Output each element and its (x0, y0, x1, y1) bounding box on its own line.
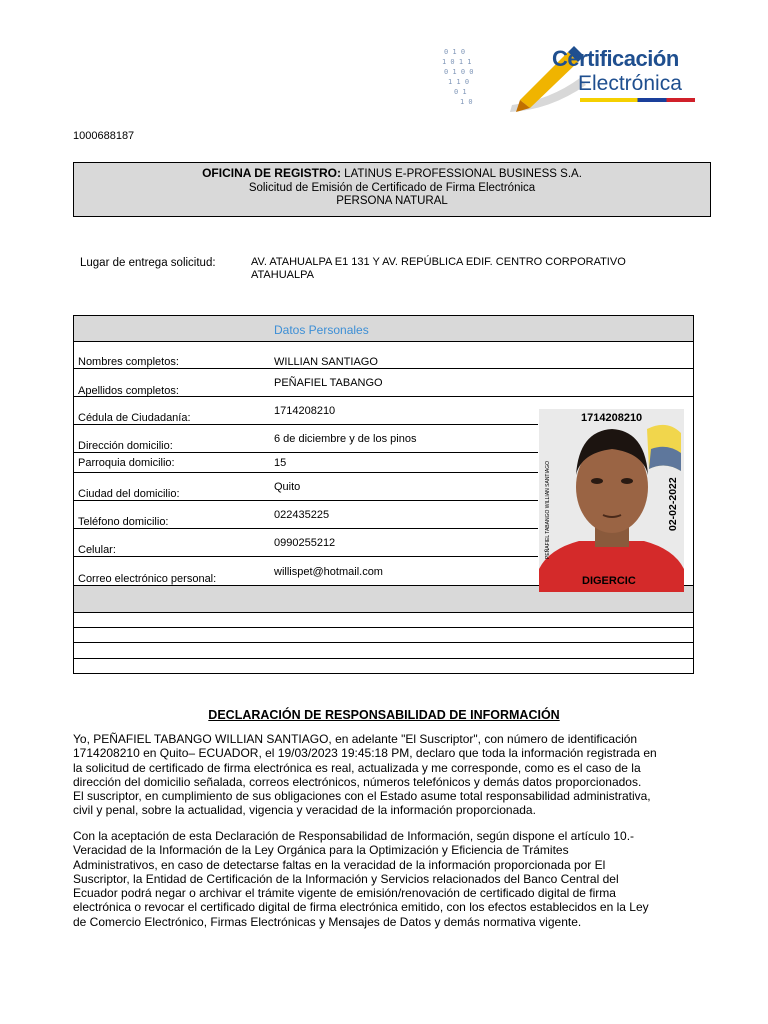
delivery-address-line1: AV. ATAHUALPA E1 131 Y AV. REPÚBLICA EDIF. CENTRO CORPORATIVO (251, 256, 626, 268)
field-value-names: WILLIAN SANTIAGO (274, 356, 378, 368)
field-label-address: Dirección domicilio: (78, 440, 173, 452)
row-divider (74, 472, 538, 473)
field-label-home-phone: Teléfono domicilio: (78, 516, 169, 528)
field-label-names: Nombres completos: (78, 356, 179, 368)
photo-date: 02-02-2022 (667, 477, 679, 531)
photo-vertical-name: PEÑAFIEL TABANGO WILLIAN SANTIAGO (545, 461, 551, 559)
office-line (74, 167, 710, 182)
field-value-parish: 15 (274, 457, 287, 469)
paragraph-line: Administrativos, en caso de detectarse faltas en la veracidad de la información proporcionada por El (73, 857, 606, 872)
logo-line1: Certificación (552, 46, 679, 71)
paragraph-line: 1714208210 en Quito– ECUADOR, el 19/03/2023 19:45:18 PM, declaro que toda la información registrada en (73, 746, 657, 761)
field-label-mobile: Celular: (78, 544, 116, 556)
paragraph-line: Con la aceptación de esta Declaración de Responsabilidad de Información, según dispone el artículo 10.- (73, 829, 635, 843)
svg-text:0 1 0 0: 0 1 0 0 (444, 68, 474, 76)
table-title-row (74, 316, 693, 341)
row-divider (74, 500, 538, 501)
paragraph-line: de Comercio Electrónico, Firmas Electrónicas y Mensajes de Datos y demás normativa vigente. (73, 914, 582, 929)
svg-text:1 1 0: 1 1 0 (448, 78, 470, 86)
row-divider (74, 642, 693, 643)
office-label: OFICINA DE REGISTRO: (202, 166, 341, 180)
document-number: 1000688187 (73, 130, 135, 142)
row-divider (74, 658, 693, 659)
svg-text:0 1: 0 1 (454, 88, 467, 96)
id-photo (539, 409, 684, 592)
row-divider (74, 341, 693, 342)
paragraph-line: civil y penal, sobre la actualidad, vigencia y veracidad de la información proporcionada. (73, 803, 536, 818)
paragraph-line: dirección del domicilio señalada, correos electrónicos, números telefónicos y demás datos proporcionados. (73, 774, 642, 789)
logo-flag-stripe (580, 98, 695, 102)
row-divider (74, 627, 693, 628)
row-divider (74, 424, 538, 425)
office-value: LATINUS E-PROFESSIONAL BUSINESS S.A. (344, 168, 582, 180)
logo-line2: Electrónica (578, 72, 682, 95)
delivery-address (251, 256, 626, 282)
row-divider (74, 396, 693, 397)
person-type: PERSONA NATURAL (336, 195, 448, 207)
field-label-id: Cédula de Ciudadanía: (78, 412, 191, 424)
field-label-city: Ciudad del domicilio: (78, 488, 180, 500)
row-divider (74, 528, 538, 529)
field-value-home-phone: 022435225 (274, 509, 330, 521)
field-value-email: willispet@hotmail.com (274, 566, 383, 578)
photo-id-number: 1714208210 (581, 412, 643, 424)
field-value-surnames: PEÑAFIEL TABANGO (274, 377, 383, 389)
field-value-city: Quito (274, 481, 301, 493)
paragraph-line: Veracidad de la Información de la Ley Orgánica para la Optimización y Eficiencia de Trámites (73, 843, 569, 858)
declaration-paragraph-2 (73, 829, 695, 929)
delivery-label: Lugar de entrega solicitud: (80, 257, 216, 269)
table-title: Datos Personales (274, 323, 369, 337)
delivery-address-line2: ATAHUALPA (251, 269, 314, 281)
field-label-parish: Parroquia domicilio: (78, 457, 175, 469)
field-label-email: Correo electrónico personal: (78, 573, 217, 585)
svg-text:1 0 1 1: 1 0 1 1 (442, 58, 472, 66)
declaration-title: DECLARACIÓN DE RESPONSABILIDAD DE INFORMACIÓN (208, 708, 560, 722)
svg-text:1 0: 1 0 (460, 98, 473, 106)
field-label-surnames: Apellidos completos: (78, 385, 179, 397)
paragraph-line: Ecuador podrá negar o archivar el trámite vigente de emisión/renovación de certificado digital de firma (73, 886, 616, 901)
request-type: Solicitud de Emisión de Certificado de Firma Electrónica (248, 181, 536, 194)
row-divider (74, 452, 538, 453)
paragraph-line: electrónica o revocar el certificado digital de firma electrónica emitido, con los efectos establecidos en la Ley (73, 900, 649, 915)
paragraph-line: El suscriptor, en cumplimiento de sus obligaciones con el Estado asume total responsabilidad administrativa, (73, 789, 651, 804)
row-divider (74, 556, 538, 557)
field-value-address: 6 de diciembre y de los pinos (274, 433, 417, 445)
field-value-mobile: 0990255212 (274, 537, 336, 549)
row-divider (74, 368, 693, 369)
row-divider (74, 673, 693, 674)
row-divider (74, 612, 693, 613)
portrait-illustration (539, 409, 684, 592)
declaration-paragraph-1 (73, 732, 695, 818)
field-value-id: 1714208210 (274, 405, 336, 417)
paragraph-line: la solicitud de certificado de firma electrónica es real, actualizada y me corresponde, como es el caso de la (73, 760, 641, 775)
photo-footer: DIGERCIC (582, 575, 636, 587)
registration-office-header (73, 162, 711, 217)
paragraph-line: Suscriptor, la Entidad de Certificación de la Información y Servicios relacionados del Banco Central del (73, 871, 619, 886)
certificacion-electronica-logo (440, 40, 700, 115)
paragraph-line: Yo, PEÑAFIEL TABANGO WILLIAN SANTIAGO, en adelante "El Suscriptor", con número de identificación (73, 732, 638, 746)
svg-text:0 1 0: 0 1 0 (444, 48, 466, 56)
